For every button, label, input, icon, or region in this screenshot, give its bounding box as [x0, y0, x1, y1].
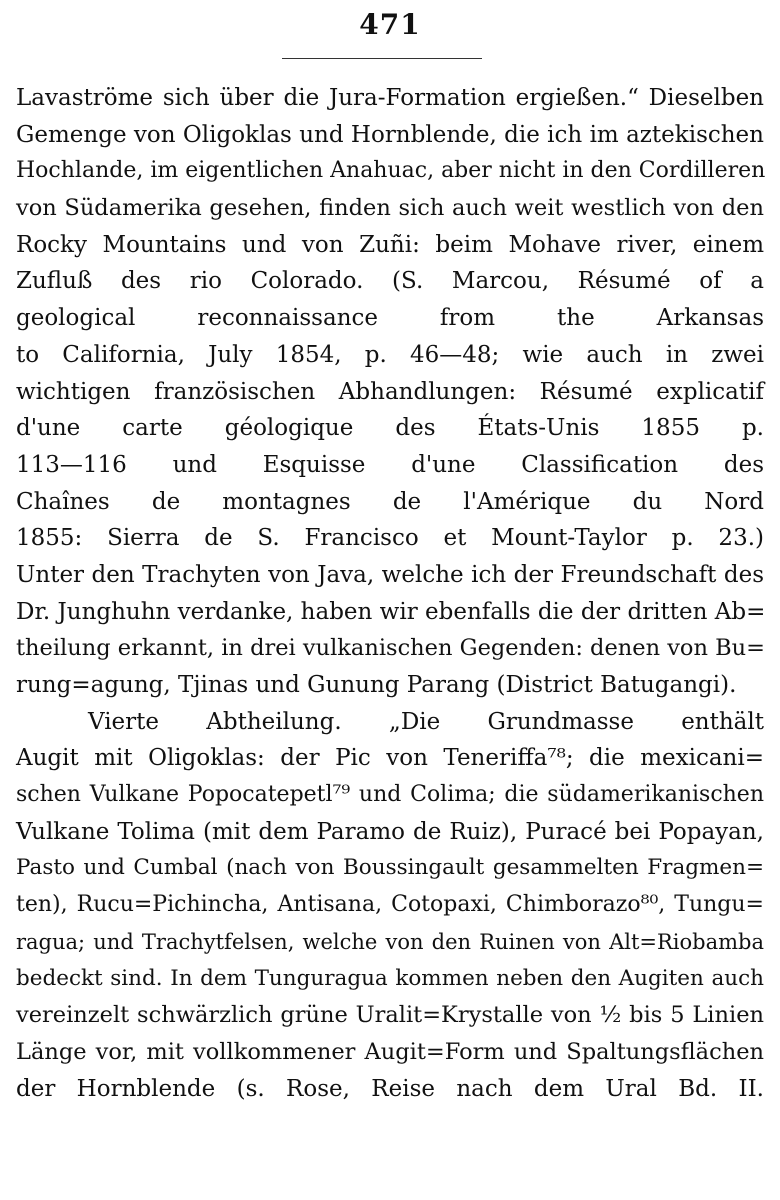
text-line: von Südamerika gesehen, finden sich auch weit westlich von den — [16, 195, 764, 222]
text-line: to California, July 1854, p. 46—48; wie auch in zwei — [16, 341, 764, 368]
body-text — [16, 80, 764, 1107]
text-line: Hochlande, im eigentlichen Anahuac, aber nicht in den Cordilleren — [16, 158, 766, 184]
text-line: Vierte Abtheilung. „Die Grundmasse enthält — [88, 708, 764, 735]
text-line: Unter den Trachyten von Java, welche ich der Freundschaft des — [16, 561, 764, 588]
page-number: 471 — [359, 8, 421, 41]
text-line: Chaînes de montagnes de l'Amérique du Nord — [16, 488, 764, 515]
text-line: Dr. Junghuhn verdanke, haben wir ebenfalls die der dritten Ab= — [16, 598, 766, 625]
text-line: vereinzelt schwärzlich grüne Uralit=Krystalle von ½ bis 5 Linien — [16, 1002, 764, 1029]
header-rule — [282, 58, 482, 59]
text-line: 113—116 und Esquisse d'une Classification des — [16, 451, 764, 478]
text-line: rung=agung, Tjinas und Gunung Parang (District Batugangi). — [16, 672, 737, 698]
text-line: ragua; und Trachytfelsen, welche von den Ruinen von Alt=Riobamba — [16, 929, 764, 954]
text-line: d'une carte géologique des États-Unis 1855 p. — [16, 415, 764, 442]
text-line: Vulkane Tolima (mit dem Paramo de Ruiz), Puracé bei Popayan, — [16, 818, 764, 845]
text-line: Pasto und Cumbal (nach von Boussingault gesammelten Fragmen= — [16, 855, 764, 881]
text-line: bedeckt sind. In dem Tunguragua kommen neben den Augiten auch — [16, 965, 764, 991]
text-line: Länge vor, mit vollkommener Augit=Form und Spaltungsflächen — [16, 1038, 764, 1065]
text-line: Rocky Mountains und von Zuñi: beim Mohave river, einem — [16, 231, 764, 258]
text-line: Lavaströme sich über die Jura-Formation ergießen.“ Dieselben — [16, 85, 764, 111]
text-line: Zufluß des rio Colorado. (S. Marcou, Résumé of a — [16, 268, 764, 295]
text-line: wichtigen französischen Abhandlungen: Résumé explicatif — [16, 378, 764, 405]
text-line: schen Vulkane Popocatepetl⁷⁹ und Colima; die südamerikanischen — [16, 782, 764, 808]
text-line: geological reconnaissance from the Arkansas — [16, 305, 764, 332]
text-line: 1855: Sierra de S. Francisco et Mount-Taylor p. 23.) — [16, 525, 764, 552]
text-line: ten), Rucu=Pichincha, Antisana, Cotopaxi, Chimborazo⁸⁰, Tungu= — [16, 892, 764, 918]
text-line: theilung erkannt, in drei vulkanischen Gegenden: denen von Bu= — [16, 635, 766, 662]
text-line: Augit mit Oligoklas: der Pic von Teneriffa⁷⁸; die mexicani= — [16, 745, 764, 772]
text-line: Gemenge von Oligoklas und Hornblende, die ich im aztekischen — [16, 121, 764, 148]
text-line: der Hornblende (s. Rose, Reise nach dem Ural Bd. II. — [16, 1075, 764, 1102]
